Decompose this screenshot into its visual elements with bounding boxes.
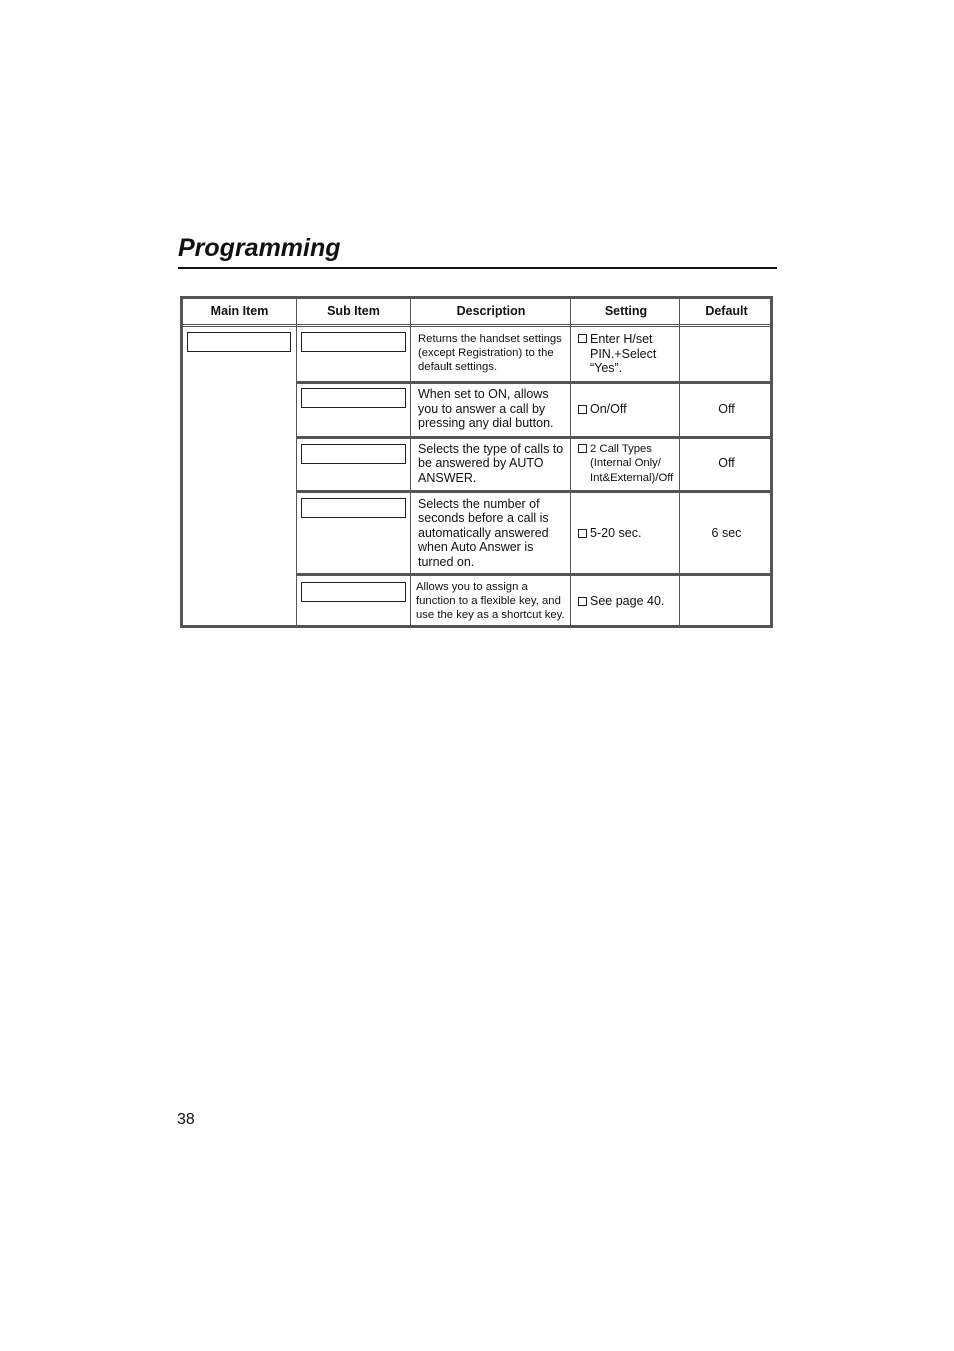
main-item-box — [187, 332, 291, 352]
header-main-item: Main Item — [210, 304, 269, 318]
row-description: Selects the number of seconds before a call is automatically answered when Auto Answer is turned on. — [418, 496, 549, 569]
header-setting: Setting — [604, 304, 648, 318]
checkbox-icon — [578, 597, 587, 606]
row-default: Off — [718, 456, 735, 471]
row-default — [681, 330, 772, 378]
row-default: Off — [718, 401, 735, 416]
sub-item-box — [301, 582, 406, 602]
row-description: Allows you to assign a function to a flexible key, and use the key as a shortcut key. — [416, 580, 565, 622]
row-setting-text: On/Off — [590, 401, 627, 416]
sub-item-box — [301, 388, 406, 408]
row-divider — [296, 573, 770, 576]
row-default: 6 sec — [711, 525, 742, 540]
row-setting-text: 2 Call Types (Internal Only/ Int&External)/Off — [590, 443, 674, 484]
row-setting — [574, 442, 681, 488]
checkbox-icon — [578, 405, 587, 414]
row-divider — [296, 490, 770, 493]
row-description: Returns the handset settings (except Registration) to the default settings. — [418, 332, 562, 374]
row-setting — [574, 578, 681, 624]
row-setting — [574, 385, 681, 433]
page-title: Programming — [178, 234, 341, 262]
row-setting-text: 5-20 sec. — [590, 525, 642, 540]
checkbox-icon — [578, 444, 587, 453]
column-divider — [410, 299, 411, 625]
column-divider — [296, 299, 297, 625]
page-number: 38 — [177, 1111, 195, 1128]
checkbox-icon — [578, 334, 587, 343]
row-setting — [574, 495, 681, 571]
row-setting — [574, 332, 681, 378]
sub-item-box — [301, 498, 406, 518]
sub-item-box — [301, 332, 406, 352]
header-default: Default — [705, 304, 748, 318]
settings-table — [180, 296, 773, 628]
row-description: When set to ON, allows you to answer a call by pressing any dial button. — [418, 387, 554, 431]
sub-item-box — [301, 444, 406, 464]
checkbox-icon — [578, 529, 587, 538]
title-rule — [178, 267, 777, 269]
row-setting-text: Enter H/set PIN.+Select “Yes”. — [590, 332, 657, 375]
row-setting-text: See page 40. — [590, 593, 665, 608]
header-description: Description — [456, 304, 526, 318]
header-sub-item: Sub Item — [327, 304, 380, 318]
row-description: Selects the type of calls to be answered by AUTO ANSWER. — [418, 441, 564, 485]
header-divider — [183, 324, 770, 327]
row-divider — [296, 381, 770, 384]
row-default — [681, 578, 772, 624]
row-divider — [296, 436, 770, 439]
